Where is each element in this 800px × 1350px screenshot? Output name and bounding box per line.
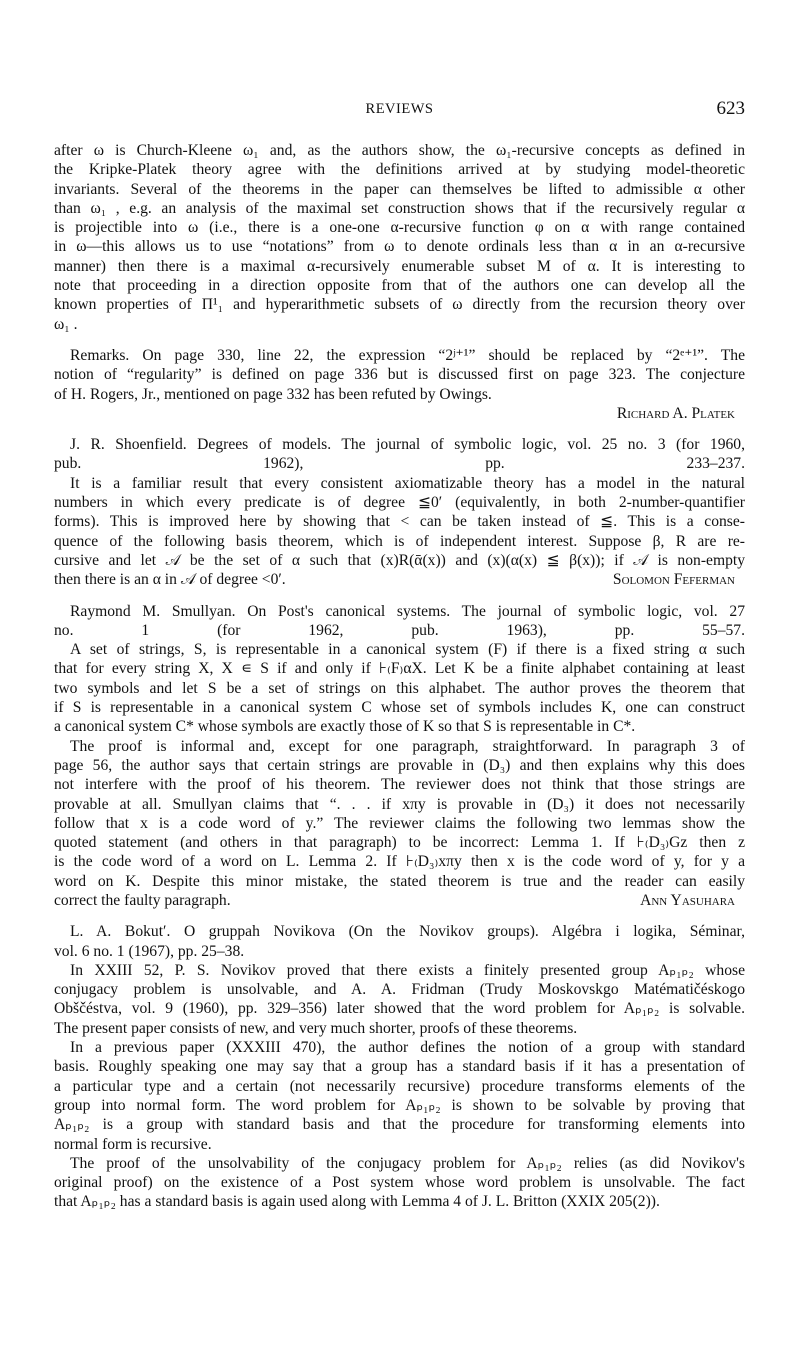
text-line (54, 365, 745, 384)
line-text: Obščéstva, vol. 9 (1960), pp. 329–356) later showed that the word problem for Aₚ₁ₚ₂ is solvable. (54, 1000, 745, 1018)
text-line (54, 717, 745, 736)
line-text: then there is an α in 𝒜 of degree <0′. (54, 571, 286, 589)
text-line (54, 237, 745, 256)
line-text: Raymond M. Smullyan. On Post's canonical systems. The journal of symbolic logic, vol. 27 (70, 602, 745, 620)
line-text: pub. 1962), pp. 233–237. (54, 455, 745, 473)
text-line (54, 679, 745, 698)
text-line (54, 1096, 745, 1115)
line-text: that Aₚ₁ₚ₂ has a standard basis is again used along with Lemma 4 of J. L. Britton (XXIX 205(2)). (54, 1193, 660, 1211)
line-text: Remarks. On page 330, line 22, the expression “2ʲ⁺¹” should be replaced by “2ᵉ⁺¹”. The (70, 346, 745, 364)
line-text: J. R. Shoenfield. Degrees of models. The journal of symbolic logic, vol. 25 no. 3 (for 1960, (70, 436, 745, 454)
text-line (54, 852, 745, 871)
citation-line (54, 922, 745, 941)
line-text: the Kripke-Platek theory agree with the definitions arrived at by studying model-theoretic (54, 161, 745, 179)
review-entry (54, 922, 745, 1211)
line-text: notion of “regularity” is defined on page 336 but is discussed first on page 323. The conjecture (54, 366, 745, 384)
reviewer-signature: Solomon Feferman (612, 571, 735, 589)
line-text: A set of strings, S, is representable in a canonical system (F) if there is a fixed string α such (70, 641, 745, 659)
line-text: conjugacy problem is unsolvable, and A. A. Fridman (Trudy Moskovskgo Matématičéskogo (54, 981, 745, 999)
line-text: after ω is Church-Kleene ω₁ and, as the authors show, the ω₁-recursive concepts as defined in (54, 142, 745, 159)
line-text: invariants. Several of the theorems in the paper can themselves be lifted to admissible α other (54, 180, 745, 198)
line-text: page 56, the author says that certain strings are provable in (D₃) and then explains why this does (54, 756, 745, 774)
text-line (54, 570, 745, 589)
line-text: known properties of Π¹₁ and hyperarithmetic subsets of ω directly from the recursion theory over (54, 296, 745, 314)
line-text: In XXIII 52, P. S. Novikov proved that there exists a finitely presented group Aₚ₁ₚ₂ whose (70, 961, 745, 979)
line-text: The proof of the unsolvability of the conjugacy problem for Aₚ₁ₚ₂ relies (as did Novikov's (70, 1154, 745, 1172)
text-line (54, 257, 745, 276)
text-line (54, 295, 745, 314)
line-text: group into normal form. The word problem for Aₚ₁ₚ₂ is shown to be solvable by proving that (54, 1096, 745, 1114)
text-line (54, 493, 745, 512)
citation-line (54, 602, 745, 621)
line-text: Aₚ₁ₚ₂ is a group with standard basis and that the procedure for transforming elements into (54, 1116, 745, 1134)
line-text: if S is representable in a canonical system C whose set of symbols includes K, one can construct (54, 699, 745, 717)
text-line (54, 551, 745, 570)
citation-line (54, 435, 745, 454)
text-line (54, 795, 745, 814)
line-text: The present paper consists of new, and very much shorter, proofs of these theorems. (54, 1019, 578, 1037)
text-line (54, 1077, 745, 1096)
line-text: manner) then there is a maximal α-recursively enumerable subset M of α. It is interesting to (54, 257, 745, 275)
line-text: no. 1 (for 1962, pub. 1963), pp. 55–57. (54, 621, 745, 639)
line-text: of H. Rogers, Jr., mentioned on page 332 has been refuted by Owings. (54, 385, 492, 403)
text-line (54, 346, 745, 365)
text-line (54, 961, 745, 980)
text-line (54, 1019, 745, 1038)
text-line (54, 218, 745, 237)
text-line (54, 1192, 745, 1211)
text-line (54, 141, 745, 160)
review-entry (54, 435, 745, 589)
line-text: In a previous paper (XXXIII 470), the author defines the notion of a group with standard (70, 1039, 745, 1057)
text-line (54, 474, 745, 493)
text-line (54, 737, 745, 756)
line-text: ω₁ . (54, 315, 78, 333)
line-text: correct the faulty paragraph. (54, 891, 231, 909)
text-line (54, 160, 745, 179)
text-line (54, 833, 745, 852)
line-text: a particular type and a certain (not necessarily recursive) procedure transforms elements of the (54, 1077, 745, 1095)
running-header (54, 98, 745, 122)
citation-line (54, 621, 745, 640)
citation-line (54, 942, 745, 961)
reviewer-signature: Richard A. Platek (616, 404, 735, 422)
text-line (54, 1057, 745, 1076)
review-remarks (54, 346, 745, 423)
text-line (54, 1115, 745, 1134)
line-text: numbers in which every predicate is of degree ≦0′ (equivalently, in both 2-number-quantifier (54, 494, 745, 512)
page-number: 623 (716, 98, 745, 119)
line-text: note that proceeding in a direction opposite from that of the authors one can develop all the (54, 277, 745, 295)
text-line (54, 1135, 745, 1154)
line-text: is projectible into ω (i.e., there is a one-one α-recursive function φ on α with range contained (54, 219, 745, 237)
line-text: forms). This is improved here by showing that < can be taken instead of ≦. This is a conse- (54, 513, 745, 531)
line-text: basis. Roughly speaking one may say that a group has a standard basis if it has a presentation of (54, 1058, 745, 1076)
line-text: cursive and let 𝒜 be the set of α such that (x)R(ᾱ(x)) and (x)(α(x) ≦ β(x)); if 𝒜 is non-empty (54, 551, 745, 569)
text-line (54, 1173, 745, 1192)
text-line (54, 659, 745, 678)
line-text: not interfere with the proof of his theorem. The reviewer does not think that those strings are (54, 776, 745, 794)
line-text: is the code word of a word on L. Lemma 2. If ⊦₍D₃₎xπy then x is the code word of y, for y a (54, 853, 745, 871)
text-line (54, 756, 745, 775)
line-text: a canonical system C* whose symbols are exactly those of K so that S is representable in C*. (54, 718, 636, 736)
line-text: quoted statement (and others in that paragraph) to be incorrect: Lemma 1. If ⊦₍D₃₎Gz then z (54, 834, 745, 852)
line-text: in ω—this allows us to use “notations” from ω to denote ordinals less than α in an α-recursive (54, 238, 745, 256)
line-text: provable at all. Smullyan claims that “. . . if xπy is provable in (D₃) it does not necessarily (54, 795, 745, 813)
review-continuation (54, 141, 745, 334)
line-text: L. A. Bokut′. O gruppah Novikova (On the Novikov groups). Algébra i logika, Séminar, (70, 923, 745, 941)
text-line (54, 199, 745, 218)
text-line (54, 180, 745, 199)
text-line (54, 315, 745, 334)
line-text: The proof is informal and, except for one paragraph, straightforward. In paragraph 3 of (70, 737, 745, 755)
line-text: quence of the following basis theorem, which is of independent interest. Suppose β, R are re- (54, 532, 745, 550)
text-line (54, 999, 745, 1018)
line-text: follow that x is a code word of y.” The reviewer claims the following two lemmas show the (54, 814, 745, 832)
text-line (54, 1038, 745, 1057)
line-text: original proof) on the existence of a Post system whose word problem is unsolvable. The fact (54, 1174, 745, 1192)
citation-line (54, 454, 745, 473)
line-text: normal form is recursive. (54, 1135, 212, 1153)
text-line (54, 1154, 745, 1173)
text-line (54, 385, 745, 404)
text-line (54, 814, 745, 833)
text-line (54, 698, 745, 717)
line-text: word on K. Despite this minor mistake, the stated theorem is true and the reader can easily (54, 872, 745, 890)
text-line (54, 891, 745, 910)
text-line (54, 512, 745, 531)
line-text: than ω₁ , e.g. an analysis of the maximal set construction shows that if the recursively regular α (54, 199, 745, 217)
line-text: vol. 6 no. 1 (1967), pp. 25–38. (54, 942, 245, 960)
text-line (54, 775, 745, 794)
reviewer-signature: Ann Yasuhara (640, 891, 735, 909)
review-entry (54, 602, 745, 911)
line-text: two symbols and let S be a set of strings on this alphabet. The author proves the theorem that (54, 679, 745, 697)
page-body (54, 141, 745, 1224)
line-text: It is a familiar result that every consistent axiomatizable theory has a model in the natural (70, 474, 745, 492)
text-line (54, 640, 745, 659)
running-title: REVIEWS (365, 101, 434, 117)
text-line (54, 980, 745, 999)
line-text: that for every string X, X ∊ S if and only if ⊦₍F₎αX. Let K be a finite alphabet containing at least (54, 660, 745, 678)
text-line (54, 276, 745, 295)
text-line (54, 872, 745, 891)
text-line (54, 532, 745, 551)
